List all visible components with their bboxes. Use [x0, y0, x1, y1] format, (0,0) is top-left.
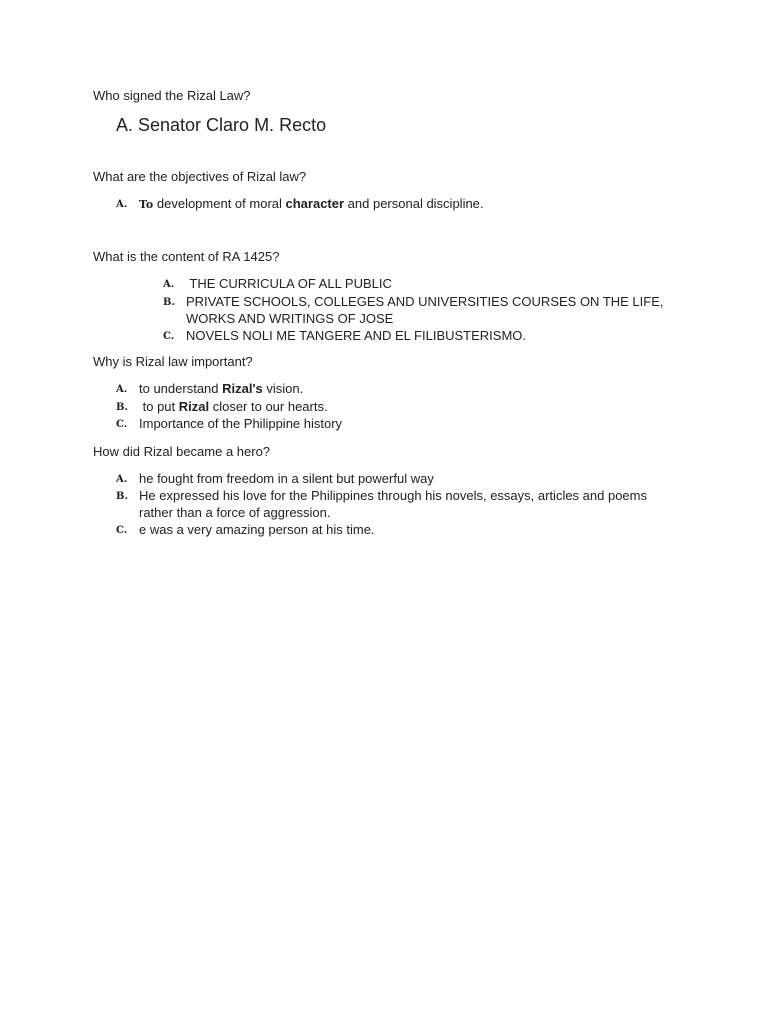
answer-3a — [163, 275, 683, 292]
list-item-text: e was a very amazing person at his time. — [139, 522, 375, 537]
list-marker: A. — [116, 384, 128, 395]
list-item-text: to understand Rizal's vision. — [139, 381, 304, 396]
list-marker: A. — [116, 474, 128, 485]
answer-4b — [116, 398, 676, 415]
bold-text: Rizal — [178, 399, 210, 414]
question-5: How did Rizal became a hero? — [93, 444, 271, 459]
list-item-text: to put Rizal closer to our hearts. — [139, 399, 328, 414]
list-marker: B. — [116, 402, 128, 413]
list-marker: A. — [116, 199, 128, 210]
list-marker: C. — [116, 419, 128, 430]
answer-5b — [116, 487, 676, 521]
list-item-text: Importance of the Philippine history — [139, 416, 343, 431]
list-item-text: He expressed his love for the Philippines through his novels, essays, articles and poems rather than a force of aggression. — [139, 488, 647, 520]
answer-1: A. Senator Claro M. Recto — [116, 115, 327, 135]
answer-4c — [116, 415, 676, 432]
answer-5a — [116, 470, 676, 487]
list-item-text: PRIVATE SCHOOLS, COLLEGES AND UNIVERSITIES COURSES ON THE LIFE, WORKS AND WRITINGS OF JOSE — [186, 294, 664, 326]
answer-3c — [163, 327, 683, 344]
list-marker: B. — [116, 491, 128, 502]
question-4: Why is Rizal law important? — [93, 354, 253, 369]
list-item-text: To development of moral character and personal discipline. — [139, 196, 484, 211]
bold-text: character — [285, 196, 345, 211]
question-3: What is the content of RA 1425? — [93, 249, 280, 264]
list-item-text: he fought from freedom in a silent but powerful way — [139, 471, 434, 486]
list-marker: C. — [116, 525, 128, 536]
list-marker: B. — [163, 297, 175, 308]
list-item-text: NOVELS NOLI ME TANGERE AND EL FILIBUSTERISMO. — [186, 328, 527, 343]
bold-text: Rizal's — [222, 381, 263, 396]
answer-4a — [116, 380, 676, 397]
answer-5c — [116, 521, 676, 538]
list-item-text: THE CURRICULA OF ALL PUBLIC — [186, 276, 392, 291]
answer-2a — [116, 195, 676, 213]
list-marker: A. — [163, 279, 175, 290]
question-2: What are the objectives of Rizal law? — [93, 169, 307, 184]
bold-text: To — [139, 198, 154, 211]
question-1: Who signed the Rizal Law? — [93, 88, 251, 103]
answer-3b — [163, 293, 683, 327]
list-marker: C. — [163, 331, 175, 342]
